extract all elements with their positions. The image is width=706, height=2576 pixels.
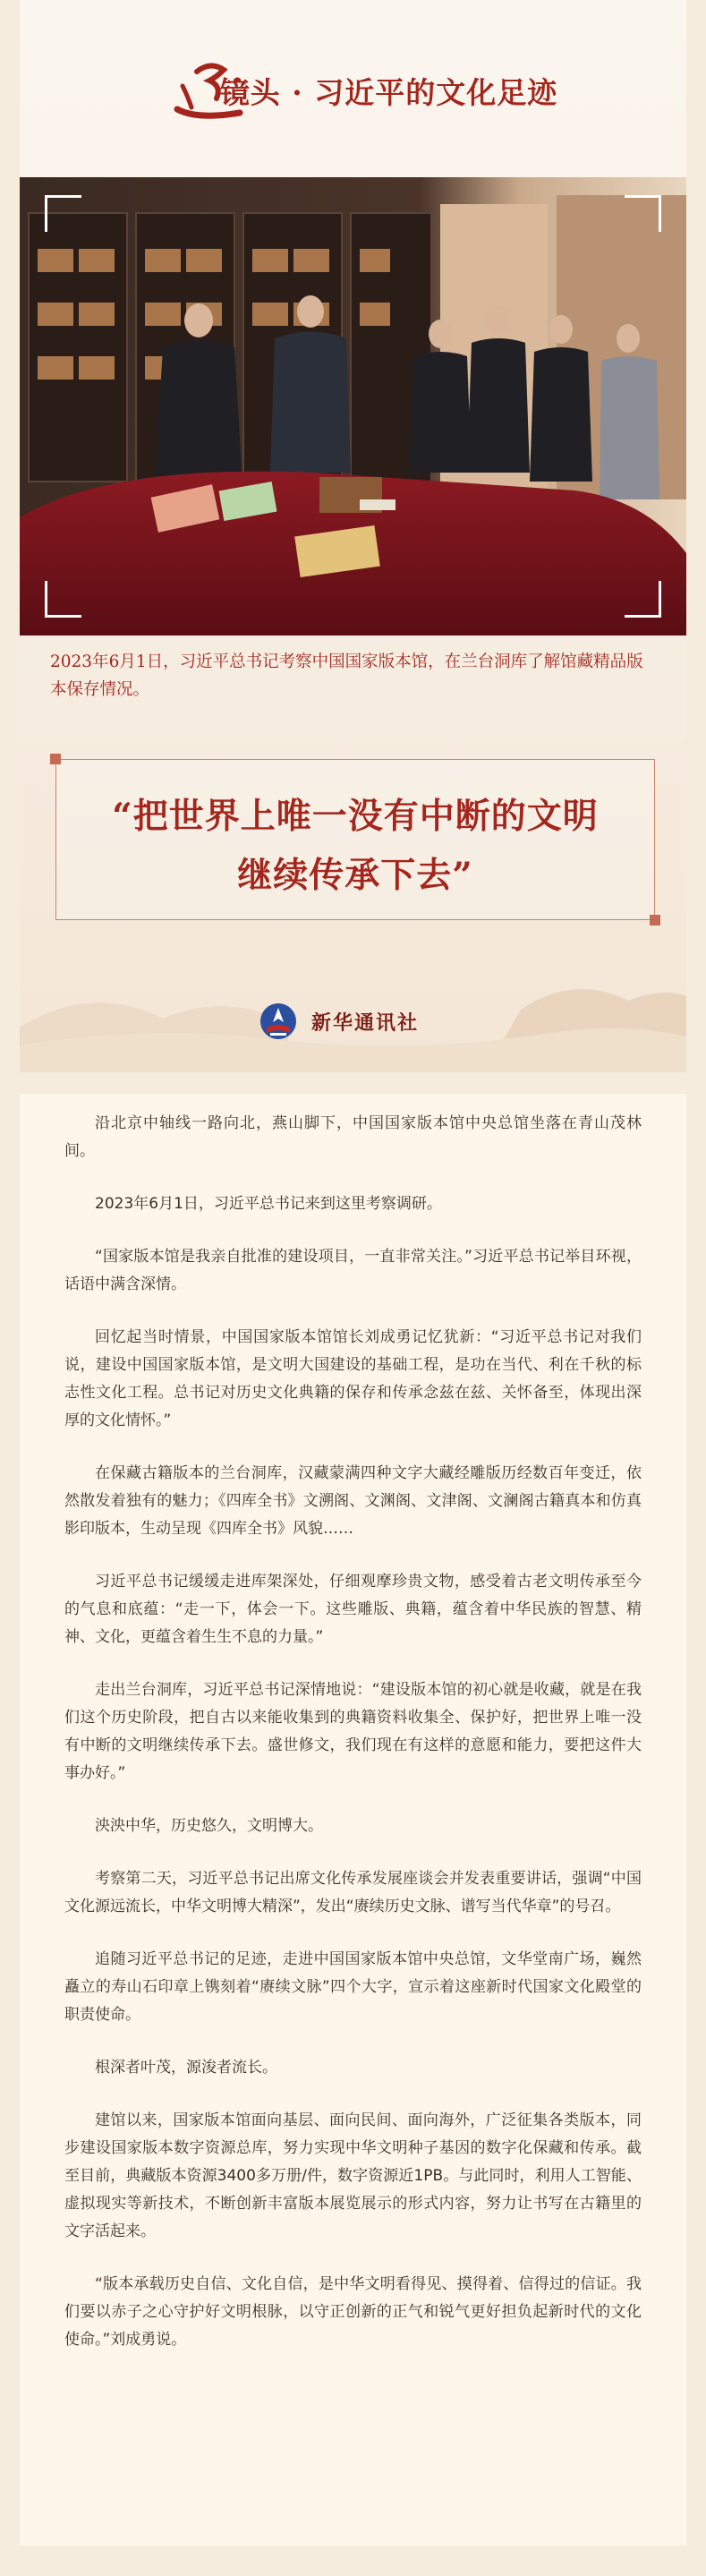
article-paragraph: 2023年6月1日，习近平总书记来到这里考察调研。 (95, 1195, 442, 1213)
photo-caption: 2023年6月1日，习近平总书记考察中国国家版本馆，在兰台洞库了解馆藏精品版本保存情况。 (50, 653, 643, 699)
article-paragraph: 在保藏古籍版本的兰台洞库，汉藏蒙满四种文字大藏经雕版历经数百年变迁，依然散发着独有的魅力；《四库全书》文溯阁、文渊阁、文津阁、文澜阁古籍真本和仿真影印版本，生动呈现《四库全书》风貌…… (64, 1464, 642, 1538)
article-paragraph: 沿北京中轴线一路向北，燕山脚下，中国国家版本馆中央总馆坐落在青山茂林间。 (64, 1114, 642, 1160)
agency-signature (259, 999, 419, 1044)
series-title: 镜头 · 习近平的文化足迹 (219, 75, 558, 110)
frame-corner-icon (625, 581, 661, 618)
article-paragraph: 建馆以来，国家版本馆面向基层、面向民间、面向海外，广泛征集各类版本，同步建设国家版本数字资源总库，努力实现中华文明种子基因的数字化保藏和传承。截至目前，典藏版本资源3400多万册/件，数字资源近1PB。与此同时，利用人工智能、虚拟现实等新技术，不断创新丰富版本展览展示的形式内容，努力让书写在古籍里的文字活起来。 (64, 2111, 642, 2240)
headline (56, 787, 654, 905)
header-card (20, 0, 686, 1072)
article-paragraph: 走出兰台洞库，习近平总书记深情地说：“建设版本馆的初心就是收藏，就是在我们这个历史阶段，把自古以来能收集到的典籍资料收集全、保护好，把世界上唯一没有中断的文明继续传承下去。盛世修文，我们现在有这样的意愿和能力，要把这件大事办好。” (64, 1681, 642, 1782)
headline-line-1: “把世界上唯一没有中断的文明 (112, 796, 599, 837)
agency-name: 新华通讯社 (311, 1011, 420, 1035)
headline-line-2: 继续传承下去” (237, 855, 473, 896)
article-paragraph: 习近平总书记缓缓走进库架深处，仔细观摩珍贵文物，感受着古老文明传承至今的气息和底蕴：“走一下，体会一下。这些雕版、典籍，蕴含着中华民族的智慧、精神、文化，更蕴含着生生不息的力量。” (64, 1573, 642, 1646)
frame-corner-icon (625, 195, 661, 232)
article-paragraph: 根深者叶茂，源浚者流长。 (95, 2059, 277, 2077)
frame-corner-icon (45, 581, 81, 618)
article-paragraph: 回忆起当时情景，中国国家版本馆馆长刘成勇记忆犹新：“习近平总书记对我们说，建设中国国家版本馆，是文明大国建设的基础工程，是功在当代、利在千秋的标志性文化工程。总书记对历史文化典籍的保存和传承念兹在兹、关怀备至，体现出深厚的文化情怀。” (64, 1328, 642, 1429)
article-paragraph: 考察第二天，习近平总书记出席文化传承发展座谈会并发表重要讲话，强调“中国文化源远流长，中华文明博大精深”，发出“赓续历史文脉、谱写当代华章”的号召。 (64, 1870, 642, 1915)
frame-corner-icon (45, 195, 81, 232)
article-paragraph: “国家版本馆是我亲自批准的建设项目，一直非常关注。”习近平总书记举目环视，话语中满含深情。 (64, 1248, 642, 1293)
xinhua-logo-icon (259, 1002, 297, 1040)
library-visit-photo-icon (20, 177, 686, 635)
article-paragraph: “版本承载历史自信、文化自信，是中华文明看得见、摸得着、信得过的信证。我们要以赤子之心守护好文明根脉，以守正创新的正气和锐气更好担负起新时代的文化使命。”刘成勇说。 (64, 2275, 642, 2349)
article-paragraph: 泱泱中华，历史悠久，文明博大。 (95, 1817, 323, 1835)
news-photo (20, 177, 686, 635)
headline-box (55, 759, 655, 920)
article-body (20, 1094, 686, 2546)
article-paragraph: 追随习近平总书记的足迹，走进中国国家版本馆中央总馆，文华堂南广场，巍然矗立的寿山石印章上镌刻着“赓续文脉”四个大字，宣示着这座新时代国家文化殿堂的职责使命。 (64, 1950, 642, 2024)
